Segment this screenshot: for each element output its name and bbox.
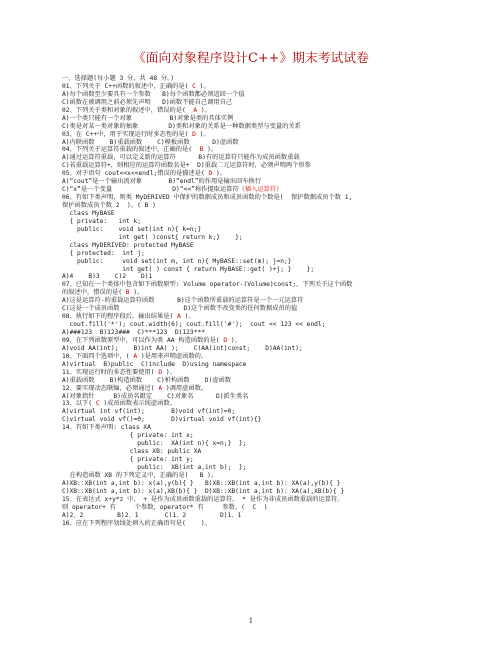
answer-mark: A <box>177 313 181 321</box>
answer-mark: A <box>133 352 138 360</box>
line-text: A)“cout”是一个输出流对象 B)“endl”的作用是输出回车换行 <box>62 178 262 186</box>
text-line <box>62 194 502 202</box>
line-tail: ） <box>276 186 283 194</box>
line-tail: )。 <box>195 130 210 138</box>
text-line <box>62 123 502 131</box>
line-text: A)###123 B)123### C)***123 D)123*** <box>62 329 205 336</box>
text-line <box>62 520 502 528</box>
line-tail: )调用虚函数。 <box>162 384 208 392</box>
line-text: A)这是运算符-的重载运算符函数 B)这个函数所重载的运算符是一个一元运算符 <box>62 297 304 305</box>
line-text: class MyDERIVED: protected MyBASE <box>62 241 194 249</box>
line-text: A)重载函数 B)构造函数 C)析构函数 D)虚函数 <box>62 376 232 384</box>
text-line <box>62 250 502 258</box>
text-line <box>62 456 502 464</box>
line-text: A)每个函数至少要具有一个参数 B)每个函数都必须返回一个值 <box>62 90 245 98</box>
line-text: A)virtual int vf(int); B)void vf(int)=0; <box>62 408 236 416</box>
line-text: A)对象指针 B)成员名限定 C)对象名 D)派生类名 <box>62 392 249 400</box>
line-text: 05、对于语句 cout<<x<<endl;错误的是描述是( <box>62 170 209 178</box>
line-text: C)类是对某一类对象的抽象 D)类和对象的关系是一种数据类型与变量的关系 <box>62 122 301 130</box>
text-line <box>62 258 502 266</box>
line-text: 16、应在下列程序划线处填入的正确语句是( )。 <box>62 519 211 527</box>
text-line <box>62 400 502 408</box>
text-line <box>62 496 502 504</box>
line-text: C)virtual void vf()=0; D)virtual void vf(int){} <box>62 416 262 424</box>
page-number: 1 <box>248 617 254 625</box>
line-text: int get( ) const { return MyBASE::get( )+j; } }; <box>62 265 315 273</box>
text-line <box>62 242 502 250</box>
line-text: 07、已知在一个类体中包含如下函数原型: Volume operator-(Volume)const;，下列关于这个函数 <box>62 281 353 289</box>
correction-note: 插入运算符 <box>244 186 277 194</box>
text-line <box>62 202 502 210</box>
line-text: { private: int k; <box>62 217 142 225</box>
text-line <box>62 408 502 416</box>
answer-mark: B <box>125 289 130 297</box>
text-line <box>62 297 502 305</box>
line-text: 03、在 C++中，用于实现运行时多态性的是( <box>62 130 193 138</box>
line-text: public: XB(int a,int b); }; <box>62 463 247 471</box>
line-text: A)4 B)3 C)2 D)1 <box>62 273 153 281</box>
line-tail: )。 <box>162 368 176 376</box>
answer-mark: D <box>192 130 196 138</box>
line-tail: )。 <box>203 146 218 154</box>
line-text: A)内联函数 B)重载函数 C)模板函数 D)虚函数 <box>62 138 239 146</box>
line-text: 15、在表达式 x+y*z 中， + 是作为成员函数重载的运算符， * 是作为非成员函数重载的运算符。 <box>62 495 344 503</box>
text-line <box>62 75 502 83</box>
text-line <box>62 480 502 488</box>
line-text: 11、实现运行时的多态性要使用( <box>62 368 159 376</box>
text-line <box>62 313 502 321</box>
line-text: 13、以下( <box>62 400 96 408</box>
line-text: public: XA(int n){ x=n;} }; <box>62 440 247 448</box>
line-text: { private: int y; <box>62 456 194 463</box>
text-line <box>62 488 502 496</box>
line-tail: )成员函数表示纯虚函数。 <box>99 400 176 408</box>
line-text: 04、下列关于运算符重载的叙述中，正确的是( <box>62 146 200 154</box>
line-tail: )。 <box>197 106 211 114</box>
line-text: int get( )const{ return k;} }; <box>62 233 243 241</box>
text-line <box>62 218 502 226</box>
line-text: { private: int x; <box>62 432 194 440</box>
text-line <box>62 178 502 186</box>
text-line <box>62 234 502 242</box>
answer-mark: A <box>193 106 198 114</box>
text-line <box>62 345 502 353</box>
text-line <box>62 369 502 377</box>
line-text: 06、有如下类声明，则类 MyDERIVED 中保护的数据成员和成员函数的个数是( 保护数据成员个数 1, <box>62 194 353 202</box>
text-line <box>62 353 502 361</box>
line-text: 09、在下列函数原型中，可以作为类 AA 构造函数的是( <box>62 336 224 344</box>
line-text: C)函数在被调用之前必须先声明 D)函数不能自己调用自己 <box>62 98 233 106</box>
page-title: 《面向对象程序设计C++》期末考试试卷 <box>132 50 370 65</box>
line-text: 则 operator+ 有 个参数，operator* 有 参数。( C ) <box>62 503 268 511</box>
answer-mark: A <box>158 384 163 392</box>
line-text: A)void AA(int); B)int AA( ); C)AA(int)const; D)AA(int); <box>62 344 303 352</box>
line-text: 08、执行如下的程序段后，输出结果是( <box>62 313 178 321</box>
text-line <box>62 305 502 313</box>
line-text: class XB: public XA <box>62 448 202 456</box>
answer-mark: C <box>95 400 100 408</box>
text-line <box>62 385 502 393</box>
text-line <box>62 99 502 107</box>
line-text: 02、下列关于类和对象的叙述中，错误的是( <box>62 106 194 114</box>
line-tail: )是用来声明虚函数的。 <box>137 352 208 360</box>
line-text: C)“x”是一个变量 D)“<<”称作提取运算符（ <box>62 186 245 194</box>
text-line <box>62 329 502 337</box>
text-line <box>62 266 502 274</box>
line-text: cout.fill('*'); cout.width(6); cout.fill('#'); cout << 123 << endl; <box>62 321 326 329</box>
text-line <box>62 377 502 385</box>
line-text: 在构造函数 XB 的下列定义中，正确的是( B )。 <box>62 471 218 479</box>
text-line <box>62 361 502 369</box>
answer-mark: C <box>192 82 196 90</box>
text-line <box>62 432 502 440</box>
text-line <box>62 186 502 194</box>
line-tail: )。 <box>195 82 210 90</box>
text-line <box>62 472 502 480</box>
text-line <box>62 226 502 234</box>
line-text: 01、下列关于 C++函数的叙述中，正确的是( <box>62 82 193 90</box>
text-line <box>62 512 502 520</box>
line-text: C)这是一个成员函数 D)这个函数不改变类的任何数据成员的值 <box>62 305 298 313</box>
line-text: public: void set(int m, int n){ MyBASE::set(m); j=n;} <box>62 257 292 265</box>
text-line <box>62 321 502 329</box>
answer-mark: B <box>199 146 204 154</box>
line-text: 12、要实现动态联编，必须通过( <box>62 384 159 392</box>
question-body <box>62 75 502 527</box>
line-tail: )。 <box>180 313 195 321</box>
text-line <box>62 337 502 345</box>
line-text: A)XB::XB(int a,int b): x(a),y(b){ } B)XB::XB(int a,int b): XA(a),y(b){ } <box>62 479 341 487</box>
answer-mark: D <box>223 336 228 344</box>
line-text: { protected: int j; <box>62 249 145 257</box>
line-text: 一、选择题(每小题 3 分，共 48 分。) <box>62 75 174 82</box>
line-text: A)virtual B)public C)include D)using namespace <box>62 360 247 368</box>
text-line <box>62 131 502 139</box>
line-text: 保护函数成员个数 2 )。( B ) <box>62 202 156 209</box>
text-line <box>62 115 502 123</box>
line-text: A)通过运算符重载，可以定义新的运算符 B)有的运算符只能作为成员函数重载 <box>62 154 300 162</box>
line-tail: )。 <box>212 170 227 178</box>
text-line <box>62 83 502 91</box>
line-text: C)XB::XB(int a,int b): x(a),XB(b){ } D)XB::XB(int a,int b): XA(a),XB(b){ } <box>62 487 345 495</box>
text-line <box>62 210 502 218</box>
text-line <box>62 504 502 512</box>
text-line <box>62 107 502 115</box>
line-text: 10、下面四个选项中，( <box>62 352 134 360</box>
line-text: C)若重载运算符+，则相应的运算符函数名是+ D)重载二元运算符时，必须声明两个形参 <box>62 162 311 170</box>
text-line <box>62 448 502 456</box>
line-text: 的叙述中，错误的是( <box>62 289 126 297</box>
line-text: 14、有如下类声明: class XA <box>62 424 151 432</box>
line-tail: )。 <box>227 336 241 344</box>
text-line <box>62 464 502 472</box>
line-text: A)一个类只能有一个对象 B)对象是类的具体实例 <box>62 114 234 122</box>
text-line <box>62 424 502 432</box>
answer-mark: D <box>208 170 213 178</box>
line-text: A)2、2 B)2、1 C)1、2 D)1、1 <box>62 511 242 519</box>
line-text: public: void set(int n){ k=n;} <box>62 225 202 233</box>
text-line <box>62 91 502 99</box>
text-line <box>62 170 502 178</box>
text-line <box>62 440 502 448</box>
line-tail: )。 <box>129 289 144 297</box>
line-text: class MyBASE <box>62 209 115 217</box>
answer-mark: D <box>158 368 163 376</box>
